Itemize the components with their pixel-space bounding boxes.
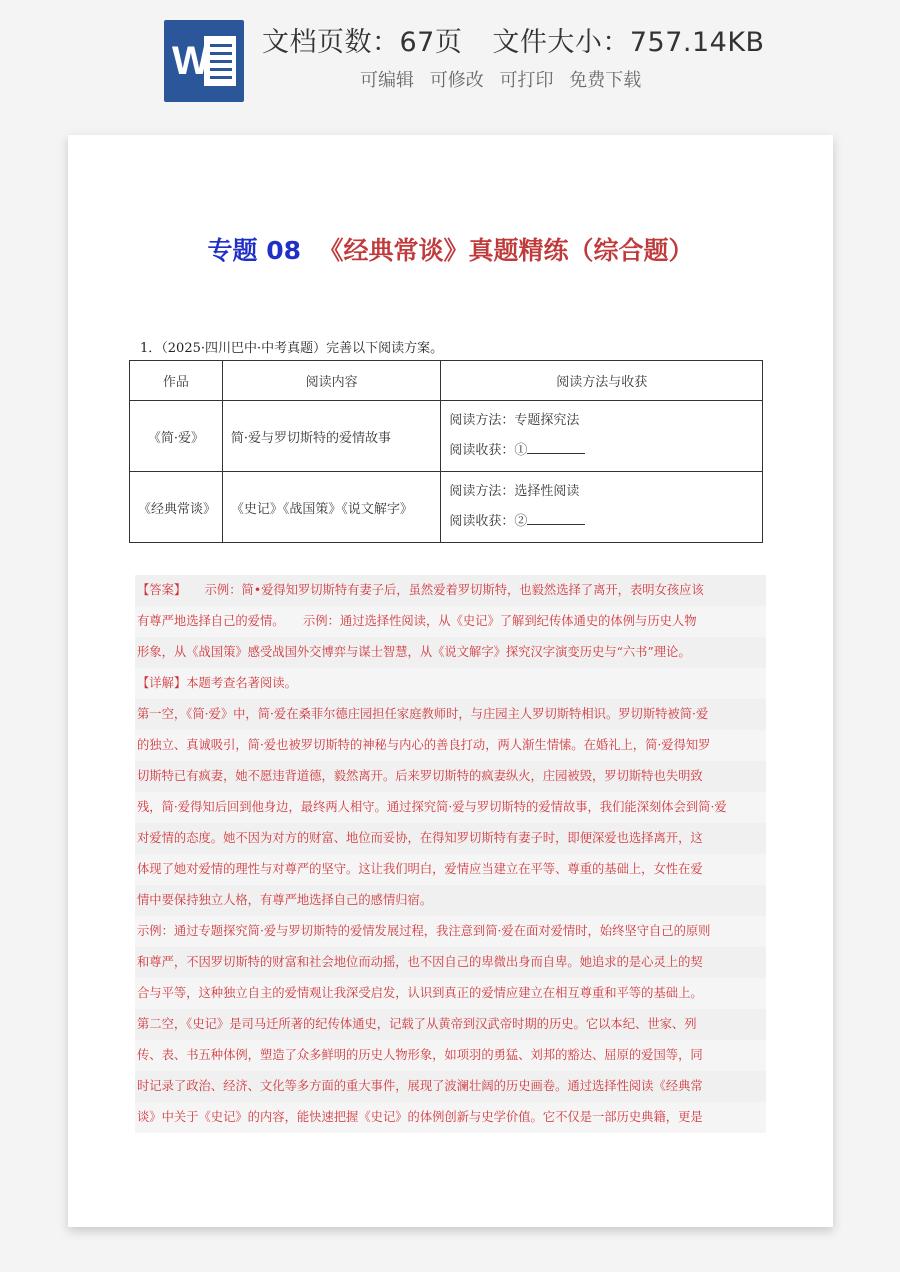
title-topic-name: 《经典常谈》真题精练（综合题） (318, 236, 694, 265)
method-text: 阅读方法：选择性阅读 (449, 484, 580, 499)
content-cell: 《史记》《战国策》《说文解字》 (222, 472, 441, 543)
answer-line: 时记录了政治、经济、文化等多方面的重大事件，展现了波澜壮阔的历史画卷。通过选择性阅读《经典常 (135, 1071, 766, 1102)
table-header-cell: 阅读内容 (222, 361, 441, 401)
action-printable: 可打印 (499, 70, 554, 91)
answer-line: 和尊严，不因罗切斯特的财富和社会地位而动摇，也不因自己的卑微出身而自卑。她追求的是心灵上的契 (135, 947, 766, 978)
word-icon-line (210, 68, 232, 71)
word-icon-line (210, 60, 232, 63)
word-icon-line (210, 44, 232, 47)
document-title (68, 231, 833, 267)
action-free-download[interactable]: 免费下载 (569, 70, 642, 91)
table-row (130, 401, 763, 472)
answer-line: 传、表、书五种体例，塑造了众多鲜明的历史人物形象，如项羽的勇猛、刘邦的豁达、屈原的爱国等，同 (135, 1040, 766, 1071)
answer-line: 合与平等，这种独立自主的爱情观让我深受启发，认识到真正的爱情应建立在相互尊重和平等的基础上。 (135, 978, 766, 1009)
work-cell: 《简·爱》 (130, 401, 223, 472)
word-icon-line (210, 52, 232, 55)
file-size: 文件大小：757.14KB (492, 27, 765, 58)
action-modifiable: 可修改 (429, 70, 484, 91)
answer-line: 对爱情的态度。她不因为对方的财富、地位而妥协，在得知罗切斯特有妻子时，即便深爱也选择离开，这 (135, 823, 766, 854)
method-cell (441, 472, 763, 543)
answer-line: 示例：通过专题探究简·爱与罗切斯特的爱情发展过程，我注意到简·爱在面对爱情时，始终坚守自己的原则 (135, 916, 766, 947)
answer-blank (527, 512, 585, 525)
header (0, 0, 900, 120)
answer-line: 体现了她对爱情的理性与对尊严的坚守。这让我们明白，爱情应当建立在平等、尊重的基础上，女性在爱 (135, 854, 766, 885)
table-header-row (130, 361, 763, 401)
table-header-cell: 阅读方法与收获 (441, 361, 763, 401)
document-stats (262, 20, 795, 59)
method-cell (441, 401, 763, 472)
answer-line: 【详解】本题考查名著阅读。 (135, 668, 766, 699)
title-topic-number: 专题 08 (207, 236, 302, 265)
gain-text: 阅读收获：② (449, 514, 528, 529)
table-header-cell: 作品 (130, 361, 223, 401)
action-editable: 可编辑 (360, 70, 414, 91)
answer-line: 谈》中关于《史记》的内容，能快速把握《史记》的体例创新与史学价值。它不仅是一部历史典籍，更是 (135, 1102, 766, 1133)
answer-line: 的独立、真诚吸引，简·爱也被罗切斯特的神秘与内心的善良打动，两人渐生情愫。在婚礼上，简·爱得知罗 (135, 730, 766, 761)
answer-line: 有尊严地选择自己的爱情。 示例：通过选择性阅读，从《史记》了解到纪传体通史的体例与历史人物 (135, 606, 766, 637)
question-text: 1．（2025·四川巴中·中考真题）完善以下阅读方案。 (140, 341, 444, 356)
answer-line: 情中要保持独立人格，有尊严地选择自己的感情归宿。 (135, 885, 766, 916)
gain-text: 阅读收获：① (449, 443, 528, 458)
reading-plan-table (129, 360, 763, 543)
word-icon-letter: W (172, 39, 210, 83)
work-cell: 《经典常谈》 (130, 472, 223, 543)
word-icon-line (210, 76, 232, 79)
answer-line: 第一空，《简·爱》中，简·爱在桑菲尔德庄园担任家庭教师时，与庄园主人罗切斯特相识。罗切斯特被简·爱 (135, 699, 766, 730)
content-cell: 简·爱与罗切斯特的爱情故事 (222, 401, 441, 472)
answer-line: 残，简·爱得知后回到他身边，最终两人相守。通过探究简·爱与罗切斯特的爱情故事，我们能深刻体会到简·爱 (135, 792, 766, 823)
document-page (68, 135, 833, 1227)
gain-line (449, 507, 754, 537)
page-count: 文档页数：67页 (262, 27, 463, 58)
table-row (130, 472, 763, 543)
document-actions (360, 66, 651, 92)
gain-line (449, 436, 754, 466)
method-text: 阅读方法：专题探究法 (449, 413, 580, 428)
answer-blank (527, 441, 585, 454)
answer-block (135, 575, 766, 1133)
answer-line: 形象，从《战国策》感受战国外交博弈与谋士智慧，从《说文解字》探究汉字演变历史与“六书”理论。 (135, 637, 766, 668)
answer-line: 【答案】 示例：简•爱得知罗切斯特有妻子后，虽然爱着罗切斯特，也毅然选择了离开，表明女孩应该 (135, 575, 766, 606)
answer-line: 第二空，《史记》是司马迁所著的纪传体通史，记载了从黄帝到汉武帝时期的历史。它以本纪、世家、列 (135, 1009, 766, 1040)
answer-line: 切斯特已有疯妻，她不愿违背道德，毅然离开。后来罗切斯特的疯妻纵火，庄园被毁，罗切斯特也失明致 (135, 761, 766, 792)
word-document-icon (164, 20, 244, 102)
